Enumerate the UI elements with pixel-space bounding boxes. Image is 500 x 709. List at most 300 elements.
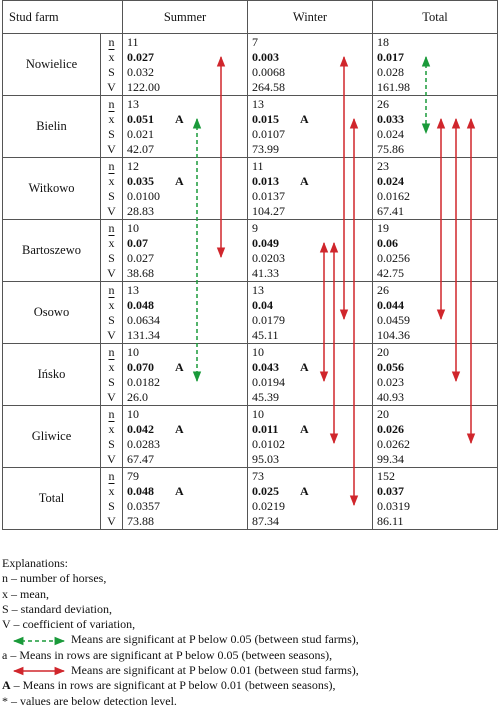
cell-winter	[248, 158, 373, 220]
value-sd-line	[127, 313, 247, 328]
symbol-mean: $\overline{x}$	[108, 50, 115, 64]
value-sd-line	[127, 251, 247, 266]
statistic-symbols	[101, 158, 123, 220]
value-sd: 0.0203	[252, 251, 285, 265]
statistic-symbols	[101, 96, 123, 158]
cell-winter	[248, 282, 373, 344]
value-mean-line	[127, 484, 247, 499]
symbol-mean: $\overline{x}$	[108, 112, 115, 126]
value-n-line	[127, 469, 247, 484]
cell-winter	[248, 406, 373, 468]
stud-farm-name: Osowo	[3, 282, 101, 344]
symbol-s: S	[108, 65, 115, 79]
value-cv: 67.41	[377, 204, 404, 218]
value-sd-line	[377, 127, 497, 142]
value-mean-line	[127, 298, 247, 313]
value-cv-line	[377, 266, 497, 281]
cell-total	[373, 34, 498, 96]
value-sd-line	[377, 437, 497, 452]
value-mean: 0.026	[377, 422, 404, 436]
significance-letter: A	[300, 484, 309, 498]
symbol-v: V	[107, 452, 116, 466]
symbol-n: n	[108, 97, 115, 111]
value-n: 11	[127, 35, 139, 49]
value-cv-line	[377, 452, 497, 467]
value-n-line	[127, 283, 247, 298]
value-sd: 0.0262	[377, 437, 410, 451]
green-dashed-arrow-icon	[10, 636, 68, 646]
value-cv: 104.36	[377, 328, 410, 342]
symbol-mean: $\overline{x}$	[108, 236, 115, 250]
explanations	[2, 556, 497, 709]
value-cv-line	[127, 204, 247, 219]
value-mean-line	[377, 360, 497, 375]
table-row	[3, 220, 498, 282]
value-mean: 0.07	[127, 236, 148, 250]
value-n-line	[252, 221, 372, 236]
cell-summer	[123, 344, 248, 406]
value-cv: 95.03	[252, 452, 279, 466]
value-n-line	[127, 345, 247, 360]
value-mean: 0.024	[377, 174, 404, 188]
cell-summer	[123, 34, 248, 96]
value-cv-line	[252, 328, 372, 343]
symbol-s: S	[108, 127, 115, 141]
value-sd-line	[377, 375, 497, 390]
symbol-v: V	[107, 266, 116, 280]
value-cv: 75.86	[377, 142, 404, 156]
value-sd-line	[252, 65, 372, 80]
symbol-s: S	[108, 313, 115, 327]
symbol-s: S	[108, 375, 115, 389]
value-sd-line	[127, 127, 247, 142]
value-sd-line	[252, 189, 372, 204]
statistic-symbols	[101, 406, 123, 468]
value-n: 13	[127, 283, 139, 297]
table-row	[3, 282, 498, 344]
value-n: 18	[377, 35, 389, 49]
value-cv: 104.27	[252, 204, 285, 218]
value-mean: 0.056	[377, 360, 404, 374]
value-mean: 0.048	[127, 298, 154, 312]
significance-letter: A	[175, 484, 184, 498]
value-n-line	[252, 345, 372, 360]
cell-summer	[123, 468, 248, 530]
symbol-s: S	[108, 251, 115, 265]
value-mean: 0.013	[252, 174, 279, 188]
value-mean: 0.011	[252, 422, 279, 436]
value-sd: 0.028	[377, 65, 404, 79]
value-sd: 0.0182	[127, 375, 160, 389]
explanation-green-text: Means are significant at P below 0.05 (between stud farms),	[71, 632, 359, 647]
header-stud-farm: Stud farm	[3, 1, 123, 34]
value-sd-line	[127, 499, 247, 514]
value-n-line	[252, 97, 372, 112]
value-n-line	[377, 283, 497, 298]
significance-letter: A	[300, 422, 309, 436]
explanation-green-arrow	[2, 632, 497, 647]
value-mean: 0.042	[127, 422, 154, 436]
value-sd-line	[252, 313, 372, 328]
red-solid-arrow-icon	[10, 666, 68, 676]
value-mean: 0.025	[252, 484, 279, 498]
value-n: 9	[252, 221, 258, 235]
value-n-line	[377, 407, 497, 422]
value-sd-line	[377, 65, 497, 80]
value-n: 26	[377, 97, 389, 111]
value-cv: 131.34	[127, 328, 160, 342]
value-mean-line	[377, 112, 497, 127]
value-n: 20	[377, 407, 389, 421]
value-n: 10	[127, 345, 139, 359]
value-n-line	[377, 159, 497, 174]
stud-farm-name: Bartoszewo	[3, 220, 101, 282]
cell-winter	[248, 34, 373, 96]
value-n: 13	[252, 283, 264, 297]
cell-total	[373, 344, 498, 406]
value-n: 20	[377, 345, 389, 359]
symbol-n: n	[108, 283, 115, 297]
value-sd-line	[252, 251, 372, 266]
value-cv-line	[377, 204, 497, 219]
cell-total	[373, 158, 498, 220]
value-sd: 0.0194	[252, 375, 285, 389]
cell-total	[373, 220, 498, 282]
value-cv: 99.34	[377, 452, 404, 466]
symbol-mean: $\overline{x}$	[108, 174, 115, 188]
value-mean-line	[127, 112, 247, 127]
value-n: 10	[252, 407, 264, 421]
value-n: 26	[377, 283, 389, 297]
value-cv-line	[377, 328, 497, 343]
value-cv-line	[252, 452, 372, 467]
symbol-n: n	[108, 221, 115, 235]
value-cv: 264.58	[252, 80, 285, 94]
value-mean-line	[127, 360, 247, 375]
header-summer: Summer	[123, 1, 248, 34]
symbol-v: V	[107, 142, 116, 156]
value-sd: 0.0357	[127, 499, 160, 513]
value-cv: 67.47	[127, 452, 154, 466]
statistic-symbols	[101, 344, 123, 406]
value-cv: 73.99	[252, 142, 279, 156]
value-sd: 0.027	[127, 251, 154, 265]
value-sd-line	[127, 375, 247, 390]
value-mean: 0.037	[377, 484, 404, 498]
value-mean: 0.04	[252, 298, 273, 312]
value-n-line	[377, 345, 497, 360]
value-cv-line	[127, 328, 247, 343]
value-cv-line	[377, 514, 497, 529]
explanations-title: Explanations:	[2, 556, 68, 570]
value-sd: 0.0283	[127, 437, 160, 451]
significance-letter: A	[175, 422, 184, 436]
cell-summer	[123, 158, 248, 220]
cell-total	[373, 468, 498, 530]
cell-summer	[123, 96, 248, 158]
significance-letter: A	[175, 112, 184, 126]
stud-farm-name: Bielin	[3, 96, 101, 158]
value-cv: 45.39	[252, 390, 279, 404]
stud-farm-name: Total	[3, 468, 101, 530]
cell-winter	[248, 220, 373, 282]
value-n-line	[377, 221, 497, 236]
value-sd: 0.021	[127, 127, 154, 141]
explanation-a-lower: a – Means in rows are significant at P below 0.05 (between seasons),	[2, 647, 333, 662]
value-sd-line	[252, 127, 372, 142]
value-cv-line	[377, 142, 497, 157]
header-row	[3, 1, 498, 34]
symbol-n: n	[108, 345, 115, 359]
cell-winter	[248, 96, 373, 158]
value-mean-line	[127, 422, 247, 437]
value-n: 13	[252, 97, 264, 111]
symbol-n: n	[108, 35, 115, 49]
explanation-v: V – coefficient of variation,	[2, 617, 136, 632]
value-cv: 42.07	[127, 142, 154, 156]
value-cv-line	[252, 266, 372, 281]
stud-farm-name: Ińsko	[3, 344, 101, 406]
statistic-symbols	[101, 220, 123, 282]
value-cv-line	[127, 142, 247, 157]
value-sd: 0.0162	[377, 189, 410, 203]
value-mean-line	[377, 236, 497, 251]
symbol-mean: $\overline{x}$	[108, 298, 115, 312]
value-sd: 0.0634	[127, 313, 160, 327]
cell-winter	[248, 468, 373, 530]
table-row	[3, 468, 498, 530]
value-cv: 38.68	[127, 266, 154, 280]
value-n-line	[377, 97, 497, 112]
value-mean: 0.033	[377, 112, 404, 126]
value-n: 152	[377, 469, 395, 483]
value-cv: 42.75	[377, 266, 404, 280]
value-cv-line	[252, 514, 372, 529]
value-mean-line	[127, 236, 247, 251]
explanation-a-upper-text: – Means in rows are significant at P below 0.01 (between seasons),	[10, 678, 336, 693]
value-sd: 0.0068	[252, 65, 285, 79]
value-sd: 0.0137	[252, 189, 285, 203]
table-row	[3, 406, 498, 468]
value-mean: 0.027	[127, 50, 154, 64]
value-cv: 122.00	[127, 80, 160, 94]
statistic-symbols	[101, 468, 123, 530]
value-mean-line	[252, 112, 372, 127]
symbol-s: S	[108, 499, 115, 513]
value-mean-line	[377, 50, 497, 65]
symbol-mean: $\overline{x}$	[108, 422, 115, 436]
significance-letter: A	[175, 174, 184, 188]
value-n: 10	[127, 221, 139, 235]
explanation-x: x – mean,	[2, 586, 49, 601]
value-n-line	[127, 35, 247, 50]
significance-letter: A	[175, 360, 184, 374]
value-mean-line	[377, 484, 497, 499]
value-sd-line	[127, 65, 247, 80]
value-sd: 0.024	[377, 127, 404, 141]
value-cv-line	[127, 452, 247, 467]
value-cv: 86.11	[377, 514, 404, 528]
cell-total	[373, 282, 498, 344]
value-cv: 161.98	[377, 80, 410, 94]
value-n-line	[377, 469, 497, 484]
symbol-v: V	[107, 514, 116, 528]
value-sd: 0.032	[127, 65, 154, 79]
explanation-s: S – standard deviation,	[2, 601, 112, 616]
symbol-v: V	[107, 80, 116, 94]
value-sd: 0.0219	[252, 499, 285, 513]
value-mean: 0.051	[127, 112, 154, 126]
symbol-mean: $\overline{x}$	[108, 484, 115, 498]
value-cv: 73.88	[127, 514, 154, 528]
symbol-s: S	[108, 189, 115, 203]
value-sd: 0.0179	[252, 313, 285, 327]
value-n: 7	[252, 35, 258, 49]
value-sd: 0.023	[377, 375, 404, 389]
value-n: 10	[252, 345, 264, 359]
value-sd-line	[377, 251, 497, 266]
significance-letter: A	[300, 360, 309, 374]
value-mean: 0.06	[377, 236, 398, 250]
value-cv-line	[127, 266, 247, 281]
value-cv: 26.0	[127, 390, 148, 404]
value-mean-line	[252, 236, 372, 251]
statistic-symbols	[101, 282, 123, 344]
stud-farm-name: Gliwice	[3, 406, 101, 468]
explanation-star: * – values are below detection level.	[2, 693, 177, 708]
value-n-line	[252, 35, 372, 50]
value-sd-line	[127, 437, 247, 452]
statistic-symbols	[101, 34, 123, 96]
value-mean: 0.049	[252, 236, 279, 250]
table-row	[3, 96, 498, 158]
value-mean-line	[252, 422, 372, 437]
value-sd-line	[252, 437, 372, 452]
cell-winter	[248, 344, 373, 406]
value-sd: 0.0459	[377, 313, 410, 327]
value-n: 73	[252, 469, 264, 483]
value-cv-line	[252, 80, 372, 95]
value-n-line	[127, 97, 247, 112]
value-mean-line	[252, 50, 372, 65]
value-mean-line	[252, 360, 372, 375]
explanation-a-upper-letter: A	[2, 678, 11, 693]
symbol-v: V	[107, 204, 116, 218]
value-cv: 41.33	[252, 266, 279, 280]
table-body	[3, 34, 498, 530]
value-sd-line	[377, 313, 497, 328]
value-sd-line	[127, 189, 247, 204]
explanation-red-arrow	[2, 663, 497, 678]
header-total: Total	[373, 1, 498, 34]
symbol-v: V	[107, 390, 116, 404]
value-sd-line	[252, 499, 372, 514]
symbol-s: S	[108, 437, 115, 451]
value-sd: 0.0319	[377, 499, 410, 513]
value-sd-line	[377, 189, 497, 204]
explanation-n: n – number of horses,	[2, 571, 107, 586]
value-n-line	[252, 283, 372, 298]
cell-total	[373, 406, 498, 468]
value-n-line	[127, 159, 247, 174]
significance-letter: A	[300, 174, 309, 188]
value-n: 10	[127, 407, 139, 421]
value-cv-line	[252, 390, 372, 405]
value-cv-line	[127, 514, 247, 529]
value-n-line	[127, 221, 247, 236]
value-cv-line	[127, 80, 247, 95]
cell-summer	[123, 406, 248, 468]
value-n: 23	[377, 159, 389, 173]
value-cv-line	[252, 204, 372, 219]
symbol-mean: $\overline{x}$	[108, 360, 115, 374]
value-mean: 0.035	[127, 174, 154, 188]
value-n-line	[252, 159, 372, 174]
value-sd: 0.0107	[252, 127, 285, 141]
value-n: 19	[377, 221, 389, 235]
value-cv-line	[252, 142, 372, 157]
symbol-n: n	[108, 469, 115, 483]
symbol-v: V	[107, 328, 116, 342]
value-cv-line	[127, 390, 247, 405]
value-mean: 0.017	[377, 50, 404, 64]
value-sd-line	[377, 499, 497, 514]
value-n-line	[377, 35, 497, 50]
value-mean-line	[252, 298, 372, 313]
cell-total	[373, 96, 498, 158]
value-cv: 40.93	[377, 390, 404, 404]
value-mean-line	[127, 50, 247, 65]
value-mean-line	[252, 484, 372, 499]
cell-summer	[123, 282, 248, 344]
value-mean-line	[377, 422, 497, 437]
symbol-n: n	[108, 407, 115, 421]
value-sd: 0.0102	[252, 437, 285, 451]
value-cv: 45.11	[252, 328, 279, 342]
significance-letter: A	[300, 112, 309, 126]
value-mean: 0.003	[252, 50, 279, 64]
value-cv-line	[377, 390, 497, 405]
value-mean: 0.015	[252, 112, 279, 126]
value-mean: 0.070	[127, 360, 154, 374]
value-mean-line	[252, 174, 372, 189]
value-n-line	[127, 407, 247, 422]
value-n: 79	[127, 469, 139, 483]
value-sd: 0.0100	[127, 189, 160, 203]
value-mean-line	[377, 174, 497, 189]
cell-summer	[123, 220, 248, 282]
value-mean: 0.044	[377, 298, 404, 312]
stud-farm-name: Witkowo	[3, 158, 101, 220]
header-winter: Winter	[248, 1, 373, 34]
stud-farm-name: Nowielice	[3, 34, 101, 96]
value-sd-line	[252, 375, 372, 390]
value-mean-line	[377, 298, 497, 313]
explanation-red-text: Means are significant at P below 0.01 (between stud farms),	[71, 663, 359, 678]
value-n-line	[252, 407, 372, 422]
value-sd: 0.0256	[377, 251, 410, 265]
value-mean: 0.043	[252, 360, 279, 374]
symbol-n: n	[108, 159, 115, 173]
value-n: 12	[127, 159, 139, 173]
value-cv: 87.34	[252, 514, 279, 528]
value-n: 11	[252, 159, 264, 173]
table-row	[3, 158, 498, 220]
value-n: 13	[127, 97, 139, 111]
results-table	[2, 0, 498, 530]
value-mean: 0.048	[127, 484, 154, 498]
value-mean-line	[127, 174, 247, 189]
